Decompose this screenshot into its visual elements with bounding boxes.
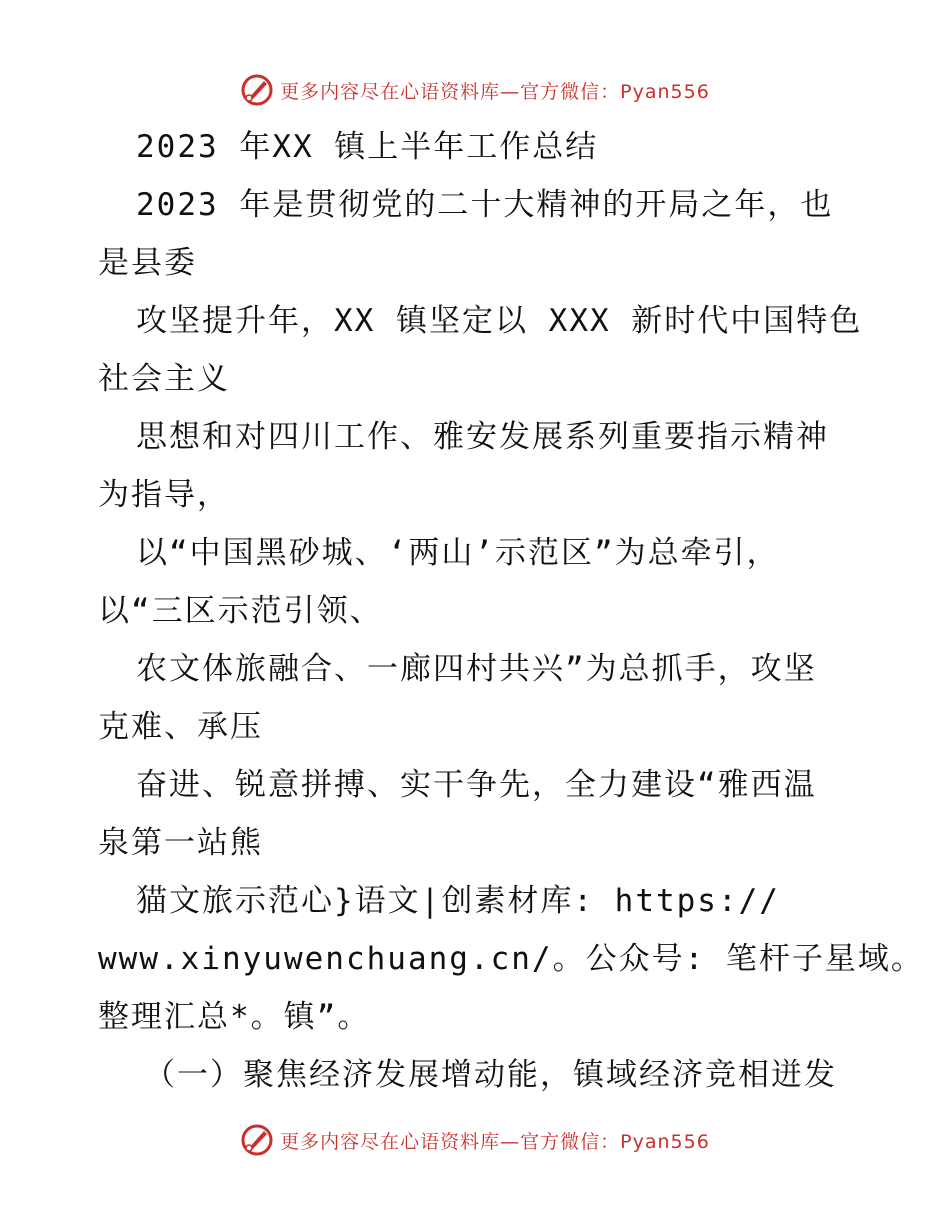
watermark-text: 更多内容尽在心语资料库—官方微信：Pyan556 xyxy=(280,1130,710,1153)
paragraph-line: 为指导， xyxy=(98,477,230,513)
quill-pen-icon xyxy=(240,1123,274,1157)
watermark-text: 更多内容尽在心语资料库—官方微信：Pyan556 xyxy=(280,80,710,103)
section-heading: （一）聚焦经济发展增动能，镇域经济竞相迸发 xyxy=(144,1057,837,1093)
paragraph-line: 以“三区示范引领、 xyxy=(98,593,383,629)
paragraph-line: 思想和对四川工作、雅安发展系列重要指示精神 xyxy=(136,419,829,455)
document-body xyxy=(98,118,924,1104)
paragraph-line: 农文体旅融合、一廊四村共兴”为总抓手，攻坚 xyxy=(136,651,817,687)
paragraph-line: 整理汇总*。镇”。 xyxy=(98,999,371,1035)
paragraph-line: 2023 年是贯彻党的二十大精神的开局之年，也 xyxy=(136,187,834,223)
footer-watermark-banner xyxy=(0,1120,950,1160)
paragraph-line: 猫文旅示范心}语文|创素材库: https:// xyxy=(136,883,780,919)
paragraph-line: 攻坚提升年，XX 镇坚定以 XXX 新时代中国特色 xyxy=(136,303,863,339)
paragraph-line: www.xinyuwenchuang.cn/。公众号: 笔杆子星域。 xyxy=(98,941,924,977)
document-title: 2023 年XX 镇上半年工作总结 xyxy=(136,129,599,165)
paragraph-line: 是县委 xyxy=(98,245,197,281)
paragraph-line: 以“中国黑砂城、‘两山’示范区”为总牵引， xyxy=(136,535,780,571)
quill-pen-icon xyxy=(240,73,274,107)
paragraph-line: 奋进、锐意拼搏、实干争先，全力建设“雅西温 xyxy=(136,767,817,803)
header-watermark-banner xyxy=(0,70,950,110)
paragraph-line: 克难、承压 xyxy=(98,709,263,745)
paragraph-line: 泉第一站熊 xyxy=(98,825,263,861)
paragraph-line: 社会主义 xyxy=(98,361,230,397)
